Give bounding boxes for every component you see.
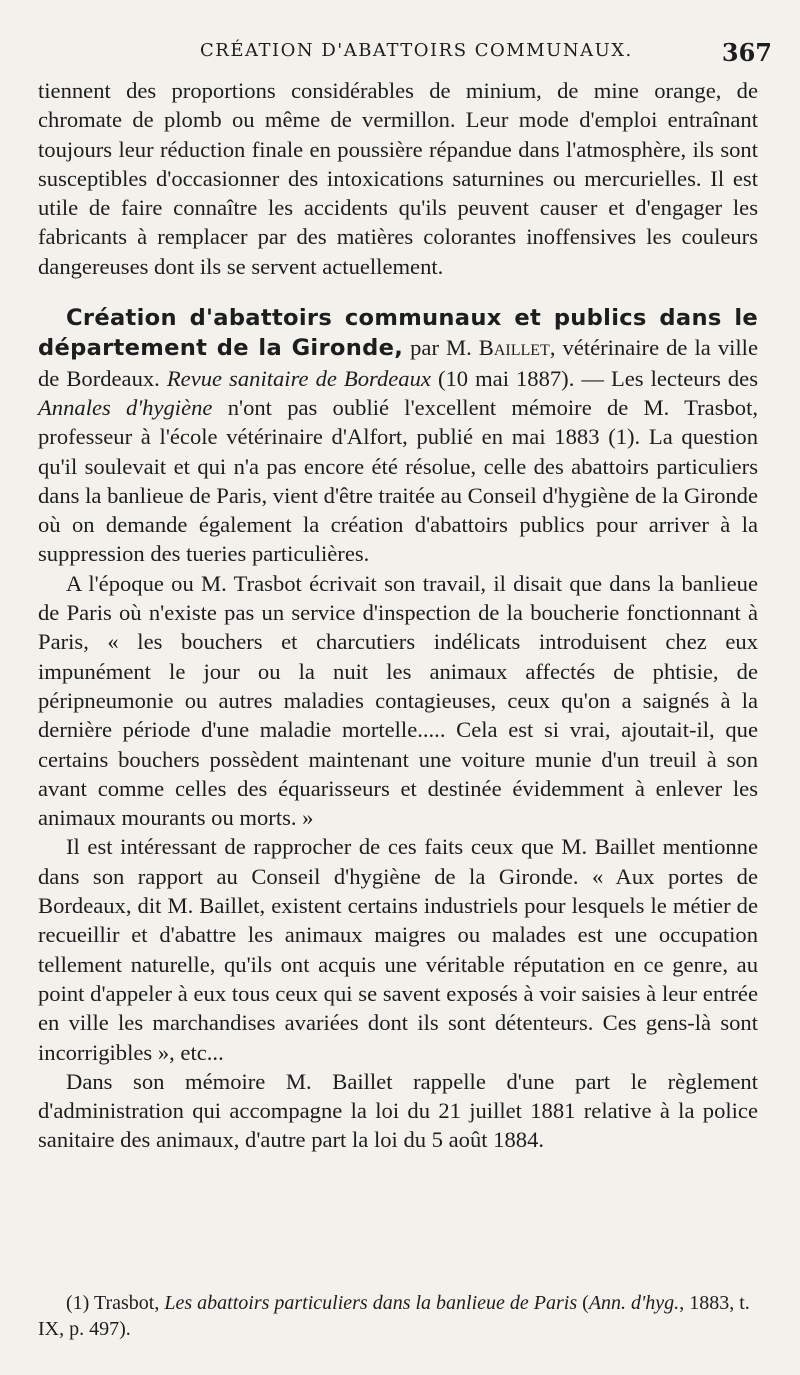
page-number: 367 <box>721 38 772 67</box>
author-role: , vétérinaire de la ville de Bordeaux. <box>38 335 758 391</box>
journal-title: Revue sanitaire de Bordeaux <box>166 365 431 391</box>
section-heading: Création d'abattoirs communaux et publics dans le département de la Gironde, <box>38 305 758 362</box>
paragraph-text: n'ont pas oublié l'excellent mémoire de M. Trasbot, professeur à l'école vétérinaire d'Alfort, publié en mai 1883 (1). La question qu'il soulevait et qui n'a pas encore été résolue, celle des abattoirs particuliers dans la banlieue de Paris, vient d'être traitée au Conseil d'hygiène de la Gironde où on demande également la création d'abattoirs publics pour arriver à la suppression des tueries particulières. <box>38 394 759 567</box>
footnote-title: Les abattoirs particuliers dans la banlieue de Paris <box>164 1292 578 1314</box>
paragraph-continuation: tiennent des proportions considérables de minium, de mine orange, de chromate de plomb ou même de vermillon. Leur mode d'emploi entraînant toujours leur réduction finale en poussière répandue dans l'atmosphère, ils sont susceptibles d'occasionner des intoxications saturnines ou mercurielles. Il est utile de faire connaître les accidents qu'ils peuvent causer et d'engager les fabricants à remplacer par des matières colorantes inoffensives les couleurs dangereuses dont ils se servent actuellement. <box>38 78 758 279</box>
author-prefix: par M. <box>410 335 472 361</box>
page-header <box>0 38 800 78</box>
footnote-paren: ( <box>582 1292 589 1314</box>
footnote-author: (1) Trasbot, <box>66 1292 160 1314</box>
footnote <box>38 1290 758 1342</box>
paragraph-text: (10 mai 1887). — Les lecteurs des <box>437 365 758 391</box>
body-text <box>38 76 758 1155</box>
running-title: CRÉATION D'ABATTOIRS COMMUNAUX. <box>200 40 633 61</box>
paragraph: Il est intéressant de rapprocher de ces faits ceux que M. Baillet mentionne dans son rapport au Conseil d'hygiène de la Gironde. « Aux portes de Bordeaux, dit M. Baillet, existent certains industriels pour lesquels le métier de recueillir et d'abattre les animaux maigres ou malades est une occupation tellement naturelle, qu'ils ont acquis une véritable réputation en ce genre, au point d'appeler à eux tous ceux qui se savent exposés à voir saisies à leur entrée en ville les marchandises avariées dont ils sont détenteurs. Ces gens-là sont incorrigibles », etc... <box>38 834 758 1065</box>
author-name: Baillet <box>478 335 550 361</box>
paragraph: A l'époque ou M. Trasbot écrivait son travail, il disait que dans la banlieue de Paris où n'existe pas un service d'inspection de la boucherie fonctionnant à Paris, « les bouchers et charcutiers indélicats introduisent chez eux impunément le jour ou la nuit les animaux affectés de phtisie, de péripneumonie ou autres maladies contagieuses, ceux qu'on a saignés à la dernière période d'une maladie mortelle..... Cela est si vrai, ajoutait-il, que certains bouchers possèdent maintenant une voiture munie d'un treuil à son avant comme celles des équarisseurs et destinée évidemment à enlever les animaux mourants ou morts. » <box>38 570 758 831</box>
paragraph-section <box>38 303 758 569</box>
footnote-citation: , 1883, t. IX, p. 497). <box>38 1292 750 1340</box>
footnote-journal: Ann. d'hyg. <box>588 1292 680 1314</box>
paragraph: Dans son mémoire M. Baillet rappelle d'une part le règlement d'administration qui accompagne la loi du 21 juillet 1881 relative à la police sanitaire des animaux, d'autre part la loi du 5 août 1884. <box>38 1068 758 1153</box>
annales-title: Annales d'hygiène <box>38 394 213 420</box>
